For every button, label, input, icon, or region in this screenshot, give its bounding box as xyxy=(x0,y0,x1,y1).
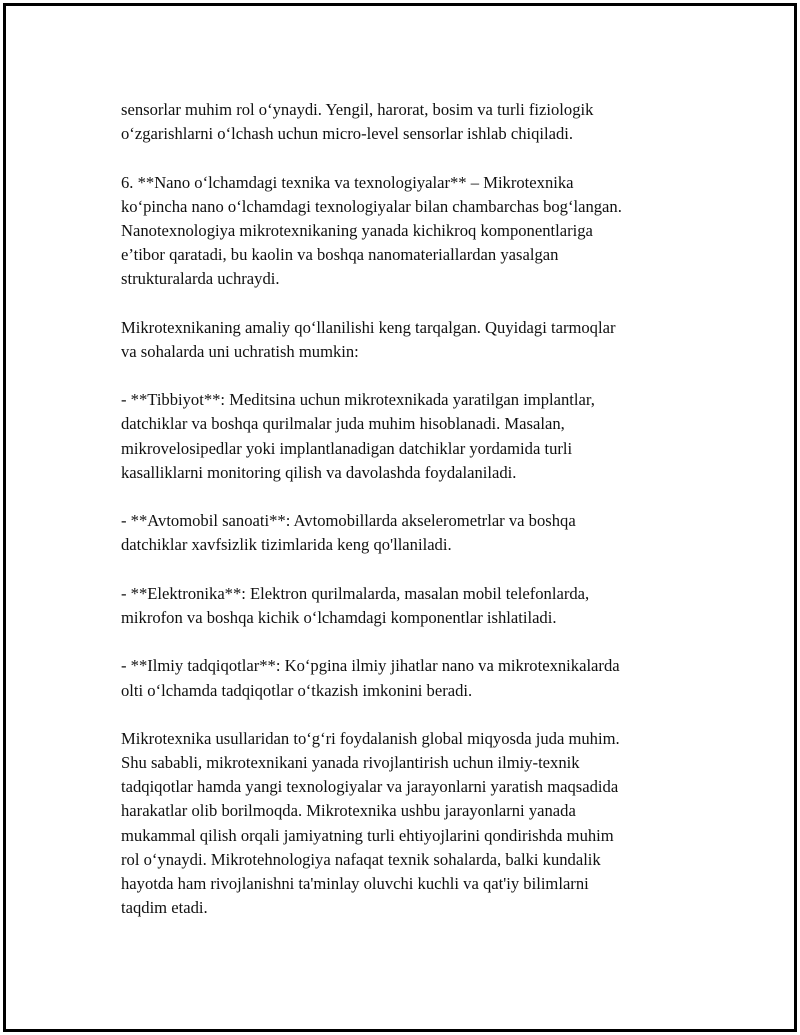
paragraph-nano xyxy=(121,171,691,292)
paragraph-sensors xyxy=(121,98,691,146)
paragraph-applications-intro xyxy=(121,316,691,364)
text-line: olti o‘lchamda tadqiqotlar o‘tkazish imkonini beradi. xyxy=(121,680,473,700)
text-line: sensorlar muhim rol o‘ynaydi. Yengil, harorat, bosim va turli fiziologik xyxy=(121,100,594,119)
text-line: Mikrotexnika usullaridan to‘g‘ri foydalanish global miqyosda juda muhim. xyxy=(121,728,620,748)
paragraph-gap xyxy=(121,485,691,509)
text-line: kasalliklarni monitoring qilish va davolashda foydalaniladi. xyxy=(121,462,517,482)
paragraph-gap xyxy=(121,146,691,170)
paragraph-gap xyxy=(121,630,691,654)
text-line: - **Tibbiyot**: Meditsina uchun mikrotexnikada yaratilgan implantlar, xyxy=(121,390,595,410)
text-line: rol o‘ynaydi. Mikrotehnologiya nafaqat texnik sohalarda, balki kundalik xyxy=(121,849,601,869)
text-line: - **Elektronika**: Elektron qurilmalarda, masalan mobil telefonlarda, xyxy=(121,583,590,603)
text-line: mikrofon va boshqa kichik o‘lchamdagi komponentlar ishlatiladi. xyxy=(121,607,557,627)
text-line: taqdim etadi. xyxy=(121,898,208,918)
list-item-electronics xyxy=(121,582,691,630)
text-line: hayotda ham rivojlanishni ta'minlay oluvchi kuchli va qat'iy bilimlarni xyxy=(121,874,589,893)
list-item-automotive xyxy=(121,509,691,557)
paragraph-gap xyxy=(121,292,691,316)
text-line: e’tibor qaratadi, bu kaolin va boshqa nanomateriallardan yasalgan xyxy=(121,245,559,265)
text-line: 6. **Nano o‘lchamdagi texnika va texnologiyalar** – Mikrotexnika xyxy=(121,172,574,192)
text-line: o‘zgarishlarni o‘lchash uchun micro-level sensorlar ishlab chiqiladi. xyxy=(121,124,574,144)
list-item-medicine xyxy=(121,388,691,485)
text-line: Shu sababli, mikrotexnikani yanada rivojlantirish uchun ilmiy-texnik xyxy=(121,753,580,773)
text-line: strukturalarda uchraydi. xyxy=(121,269,280,289)
text-line: - **Ilmiy tadqiqotlar**: Ko‘pgina ilmiy jihatlar nano va mikrotexnikalarda xyxy=(121,656,620,676)
paragraph-conclusion xyxy=(121,727,691,921)
text-line: harakatlar olib borilmoqda. Mikrotexnika ushbu jarayonlarni yanada xyxy=(121,801,576,821)
text-line: mikrovelosipedlar yoki implantlanadigan datchiklar yordamida turli xyxy=(121,438,573,458)
paragraph-gap xyxy=(121,364,691,388)
paragraph-gap xyxy=(121,558,691,582)
text-line: Nanotexnologiya mikrotexnikaning yanada kichikroq komponentlariga xyxy=(121,220,593,240)
text-line: Mikrotexnikaning amaliy qo‘llanilishi keng tarqalgan. Quyidagi tarmoqlar xyxy=(121,317,616,337)
text-line: mukammal qilish orqali jamiyatning turli ehtiyojlarini qondirishda muhim xyxy=(121,825,614,845)
paragraph-gap xyxy=(121,703,691,727)
list-item-research xyxy=(121,654,691,702)
document-body xyxy=(121,98,691,920)
text-line: datchiklar xavfsizlik tizimlarida keng qo'llaniladi. xyxy=(121,535,452,555)
text-line: ko‘pincha nano o‘lchamdagi texnologiyalar bilan chambarchas bog‘langan. xyxy=(121,196,622,216)
text-line: datchiklar va boshqa qurilmalar juda muhim hisoblanadi. Masalan, xyxy=(121,414,565,434)
text-line: va sohalarda uni uchratish mumkin: xyxy=(121,341,359,361)
page-border xyxy=(3,3,797,1032)
text-line: - **Avtomobil sanoati**: Avtomobillarda akselerometrlar va boshqa xyxy=(121,511,576,531)
text-line: tadqiqotlar hamda yangi texnologiyalar va jarayonlarni yaratish maqsadida xyxy=(121,777,619,797)
